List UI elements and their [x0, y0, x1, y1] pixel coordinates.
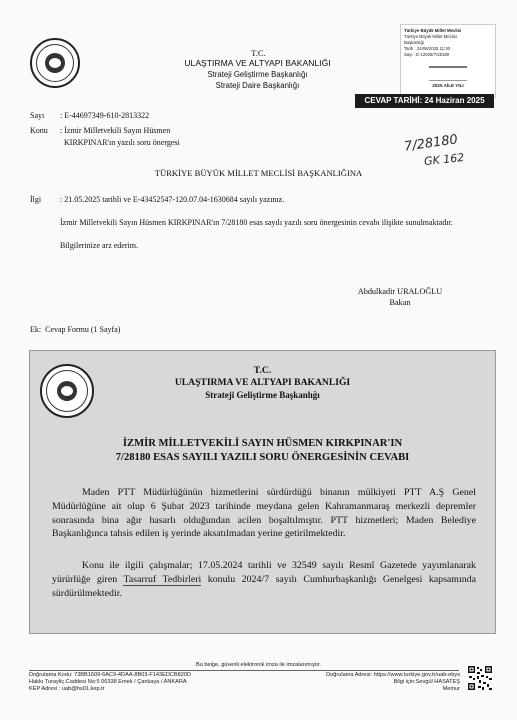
letter-closing: Bilgilerinize arz ederim. [60, 241, 138, 250]
sayi-value: : E-44697349-610-2813322 [60, 111, 150, 120]
answer-paragraph-2: Konu ile ilgili çalışmalar; 17.05.2024 tarihli ve 32549 sayılı Resmî Gazetede yayımlanarak yürürlüğe giren Tasarruf Tedbirleri konulu 2024/7 sayılı Cumhurbaşkanlığı Genelgesi kapsamında sürdürülmektedir. [52, 560, 476, 599]
header-department-1: Strateji Geliştirme Başkanlığı [207, 70, 308, 79]
konu-value-line-1: : İzmir Milletvekili Sayın Hüsmen [60, 126, 171, 135]
answer-paragraph-1: Maden PTT Müdürlüğünün hizmetlerini sürdürdüğü binanın mülkiyeti PTT A.Ş Genel Müdürlüğüne ait olup 6 Şubat 2023 tarihinde meydana gelen Kahramanmaraş merkezli depremler sonrasında bina ağır hasarlı olduğundan acilen boşaltılmıştır. PTT hizmetleri; Maden Belediye Başkanlığınca tahsis edilen iş yerinde aksatılmadan yerine getirilmektedir. [52, 487, 476, 540]
qr-code-icon [467, 665, 493, 691]
header-ministry: ULAŞTIRMA VE ALTYAPI BAKANLIĞI [184, 58, 331, 68]
kep-address: KEP Adresi : uab@hs01.kep.tr [29, 686, 105, 692]
ilgi-label: İlgi [30, 195, 42, 204]
addressee: TÜRKİYE BÜYÜK MİLLET MECLİSİ BAŞKANLIĞINA [154, 168, 363, 178]
answer-form-title-1: İZMİR MİLLETVEKİLİ SAYIN HÜSMEN KIRKPINAR'IN [122, 438, 403, 449]
attachment-line: Ek: Cevap Formu (1 Sayfa) [30, 325, 121, 334]
answer-form-title-2: 7/28180 ESAS SAYILI YAZILI SORU ÖNERGESİNİN CEVABI [115, 451, 410, 463]
letter-paragraph: İzmir Milletvekili Sayın Hüsmen KIRKPINAR'ın 7/28180 esas sayılı yazılı soru önergesinin cevabı ilişikte sunulmaktadır. [60, 218, 453, 227]
ministry-seal-icon [30, 38, 80, 88]
sayi-label: Sayı [30, 111, 45, 120]
verification-code: Doğrulama Kodu: 73BB1609-6AC9-4DAA-8B03-F143EDCB820D [29, 672, 191, 678]
answer-form [29, 350, 496, 634]
ilgi-value: : 21.05.2025 tarihli ve E-43452547-120.07.04-1630684 sayılı yazınız. [60, 195, 285, 204]
header-department-2: Strateji Daire Başkanlığı [215, 81, 300, 90]
signatory-name: Abdulkadir URALOĞLU [357, 287, 443, 296]
answer-form-ministry: ULAŞTIRMA VE ALTYAPI BAKANLIĞI [174, 377, 351, 388]
handwritten-note-1: 7/28180 [403, 132, 459, 155]
answer-form-institution: T.C. [253, 365, 272, 376]
esign-notice: Bu belge, güvenli elektronik imza ile imzalanmıştır. [196, 662, 321, 668]
highlighted-phrase: Tasarruf Tedbirleri [123, 573, 202, 585]
konu-label: Konu [30, 126, 48, 135]
contact-role: Memur [442, 686, 460, 692]
handwritten-note-2: GK 162 [423, 150, 465, 169]
office-address: Hakkı Turayliç Caddesi No:5 06338 Emek / Çankaya / ANKARA [29, 679, 187, 685]
answer-form-department: Strateji Geliştirme Başkanlığı [205, 390, 320, 400]
signatory-title: Bakan [389, 298, 411, 307]
stamp-logo-icon [429, 66, 467, 81]
verification-address: Doğrulama Adresi: https://www.turkiye.gov.tr/uab-ebys [326, 672, 460, 678]
tbmm-receipt-stamp: Türkiye Büyük Millet Meclisi Türkiye Büyük Millet Meclisi Başkanlığı Tarih : 24/06/2025 11:30 Sayı : E-12025/7/28180 2025 AİLE YILI [400, 24, 496, 98]
konu-value-line-2: KIRKPINAR'ın yazılı soru önergesi [64, 138, 180, 147]
contact-person: Bilgi için:Sevgül HASATEŞ [393, 679, 460, 685]
cevap-tarihi-badge: CEVAP TARİHİ: 24 Haziran 2025 [355, 94, 494, 108]
header-institution: T.C. [251, 48, 266, 58]
footer-divider [29, 670, 459, 671]
